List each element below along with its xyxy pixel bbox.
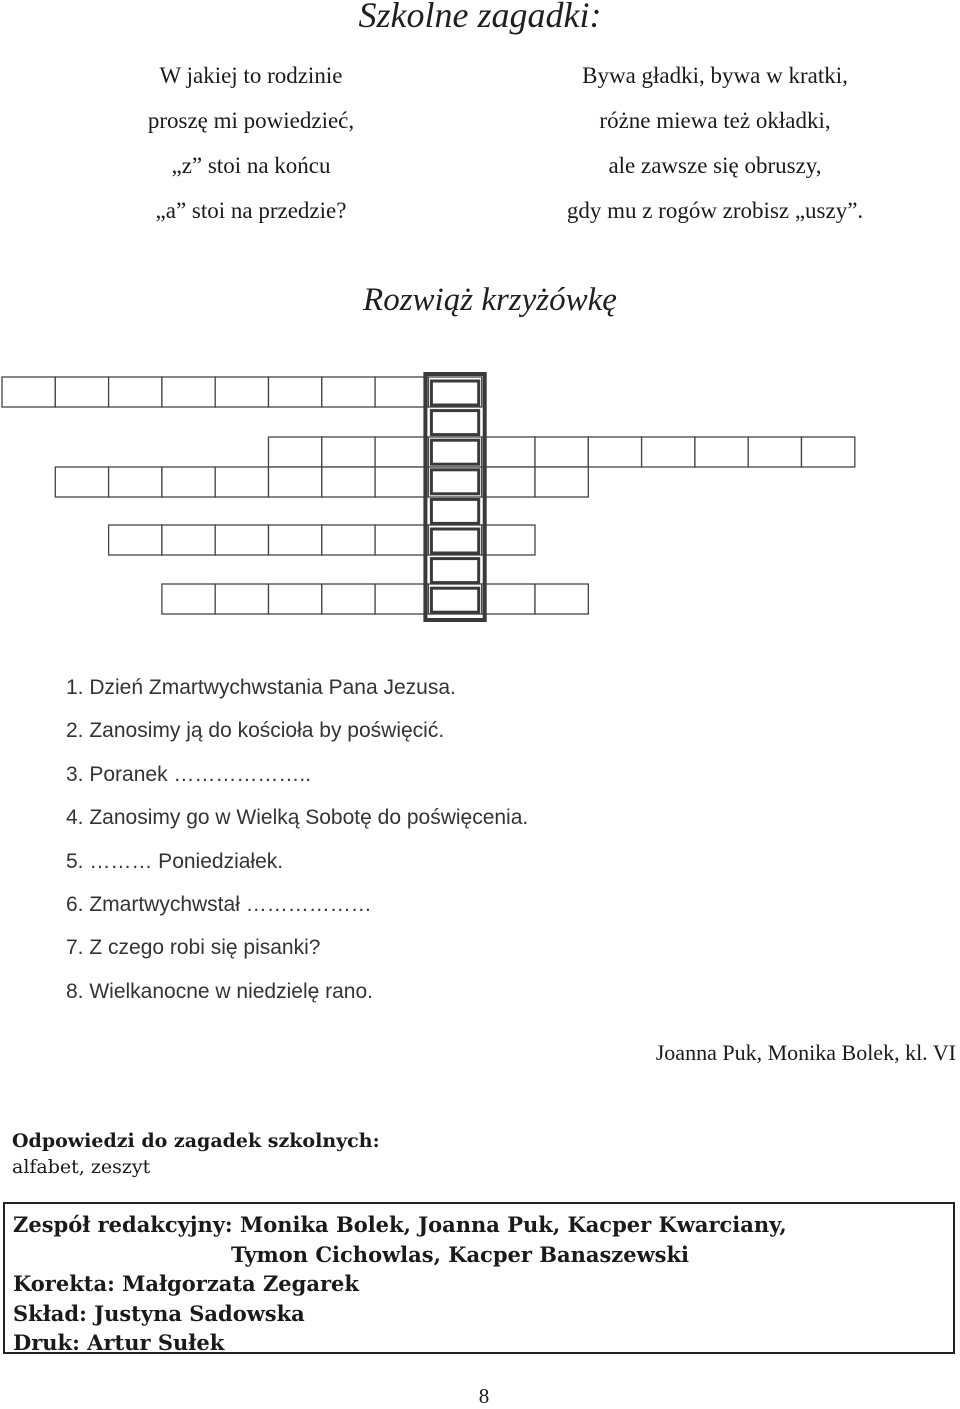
crossword-cell[interactable]: [482, 584, 535, 614]
crossword-row-1: [2, 377, 482, 407]
crossword-cell[interactable]: [375, 467, 428, 497]
clue-item: 1. Dzień Zmartwychwstania Pana Jezusa.: [66, 676, 456, 699]
crossword-cell[interactable]: [802, 437, 855, 467]
answers-heading: Odpowiedzi do zagadek szkolnych:: [12, 1130, 380, 1152]
crossword-cell[interactable]: [269, 467, 322, 497]
authors-credit: Joanna Puk, Monika Bolek, kl. VI: [655, 1040, 956, 1065]
crossword-cell[interactable]: [215, 377, 268, 407]
crossword-cell[interactable]: [375, 584, 428, 614]
crossword-cell[interactable]: [695, 437, 748, 467]
crossword-cell[interactable]: [482, 437, 535, 467]
answers-text: alfabet, zeszyt: [12, 1156, 151, 1178]
crossword-cell[interactable]: [215, 467, 268, 497]
crossword-cell[interactable]: [375, 525, 428, 555]
editorial-team: Zespół redakcyjny: Monika Bolek, Joanna Puk, Kacper Kwarciany,: [13, 1212, 787, 1237]
crossword-solution-cell[interactable]: [431, 559, 478, 583]
crossword-cell[interactable]: [322, 467, 375, 497]
crossword-cell[interactable]: [55, 467, 108, 497]
crossword-cell[interactable]: [375, 437, 428, 467]
crossword-cell[interactable]: [748, 437, 801, 467]
clue-item: 5. ……… Poniedziałek.: [66, 849, 284, 873]
crossword-cell[interactable]: [269, 377, 322, 407]
crossword-cell[interactable]: [482, 525, 535, 555]
editorial-box: [3, 1202, 955, 1354]
crossword-cell[interactable]: [215, 525, 268, 555]
crossword-cell[interactable]: [375, 377, 428, 407]
crossword-title: Rozwiąż krzyżówkę: [363, 282, 617, 318]
crossword-cell[interactable]: [535, 437, 588, 467]
crossword-cell[interactable]: [215, 584, 268, 614]
riddle-line: ale zawsze się obruszy,: [608, 153, 822, 178]
crossword-row-3: [55, 467, 588, 497]
crossword-cell[interactable]: [269, 584, 322, 614]
page-number: 8: [478, 1384, 490, 1408]
editorial-typesetting: Skład: Justyna Sadowska: [13, 1300, 305, 1326]
crossword-cell[interactable]: [162, 377, 215, 407]
crossword-cell[interactable]: [162, 584, 215, 614]
page-title: Szkolne zagadki:: [358, 0, 602, 35]
crossword-cell[interactable]: [482, 467, 535, 497]
riddle-line: „a” stoi na przedzie?: [155, 198, 347, 223]
crossword-cell[interactable]: [109, 467, 162, 497]
crossword-row-5: [162, 584, 588, 614]
crossword-cell[interactable]: [322, 377, 375, 407]
riddle-line: „z” stoi na końcu: [171, 153, 331, 178]
crossword-grid: [0, 0, 960, 640]
editorial-team-continued: Tymon Cichowlas, Kacper Banaszewski: [231, 1241, 690, 1267]
crossword-cell[interactable]: [322, 584, 375, 614]
crossword-cell[interactable]: [535, 584, 588, 614]
crossword-row-2: [269, 437, 855, 467]
clue-item: 7. Z czego robi się pisanki?: [66, 936, 321, 960]
riddle-line: różne miewa też okładki,: [599, 108, 831, 133]
crossword-cell[interactable]: [269, 525, 322, 555]
crossword-cell[interactable]: [269, 437, 322, 467]
clue-item: 6. Zmartwychwstał ………………: [66, 893, 372, 917]
clue-item: 3. Poranek ………………..: [66, 762, 312, 786]
crossword-cell[interactable]: [55, 377, 108, 407]
riddle-answers: [12, 1128, 380, 1180]
clue-item: 8. Wielkanocne w niedzielę rano.: [66, 979, 374, 1003]
clue-item: 2. Zanosimy ją do kościoła by poświęcić.: [66, 719, 445, 743]
crossword-cell[interactable]: [162, 525, 215, 555]
crossword-cell[interactable]: [2, 377, 55, 407]
crossword-cell[interactable]: [535, 467, 588, 497]
riddle-line: proszę mi powiedzieć,: [147, 108, 355, 133]
riddle-line: Bywa gładki, bywa w kratki,: [582, 63, 848, 88]
crossword-solution-cell[interactable]: [431, 499, 478, 523]
crossword-cell[interactable]: [109, 525, 162, 555]
editorial-printing: Druk: Artur Sułek: [13, 1330, 225, 1356]
crossword-clues: [66, 666, 528, 1013]
crossword-solution-cell[interactable]: [431, 411, 478, 435]
crossword-cell[interactable]: [322, 437, 375, 467]
clue-item: 4. Zanosimy go w Wielką Sobotę do poświęcenia.: [66, 806, 529, 830]
crossword-cell[interactable]: [322, 525, 375, 555]
crossword-cell[interactable]: [588, 437, 641, 467]
editorial-correction: Korekta: Małgorzata Zegarek: [13, 1271, 359, 1297]
crossword-cell[interactable]: [642, 437, 695, 467]
crossword-cell[interactable]: [109, 377, 162, 407]
crossword-cell[interactable]: [162, 467, 215, 497]
riddle-line: gdy mu z rogów zrobisz „uszy”.: [566, 198, 864, 223]
riddle-line: W jakiej to rodzinie: [159, 63, 343, 88]
